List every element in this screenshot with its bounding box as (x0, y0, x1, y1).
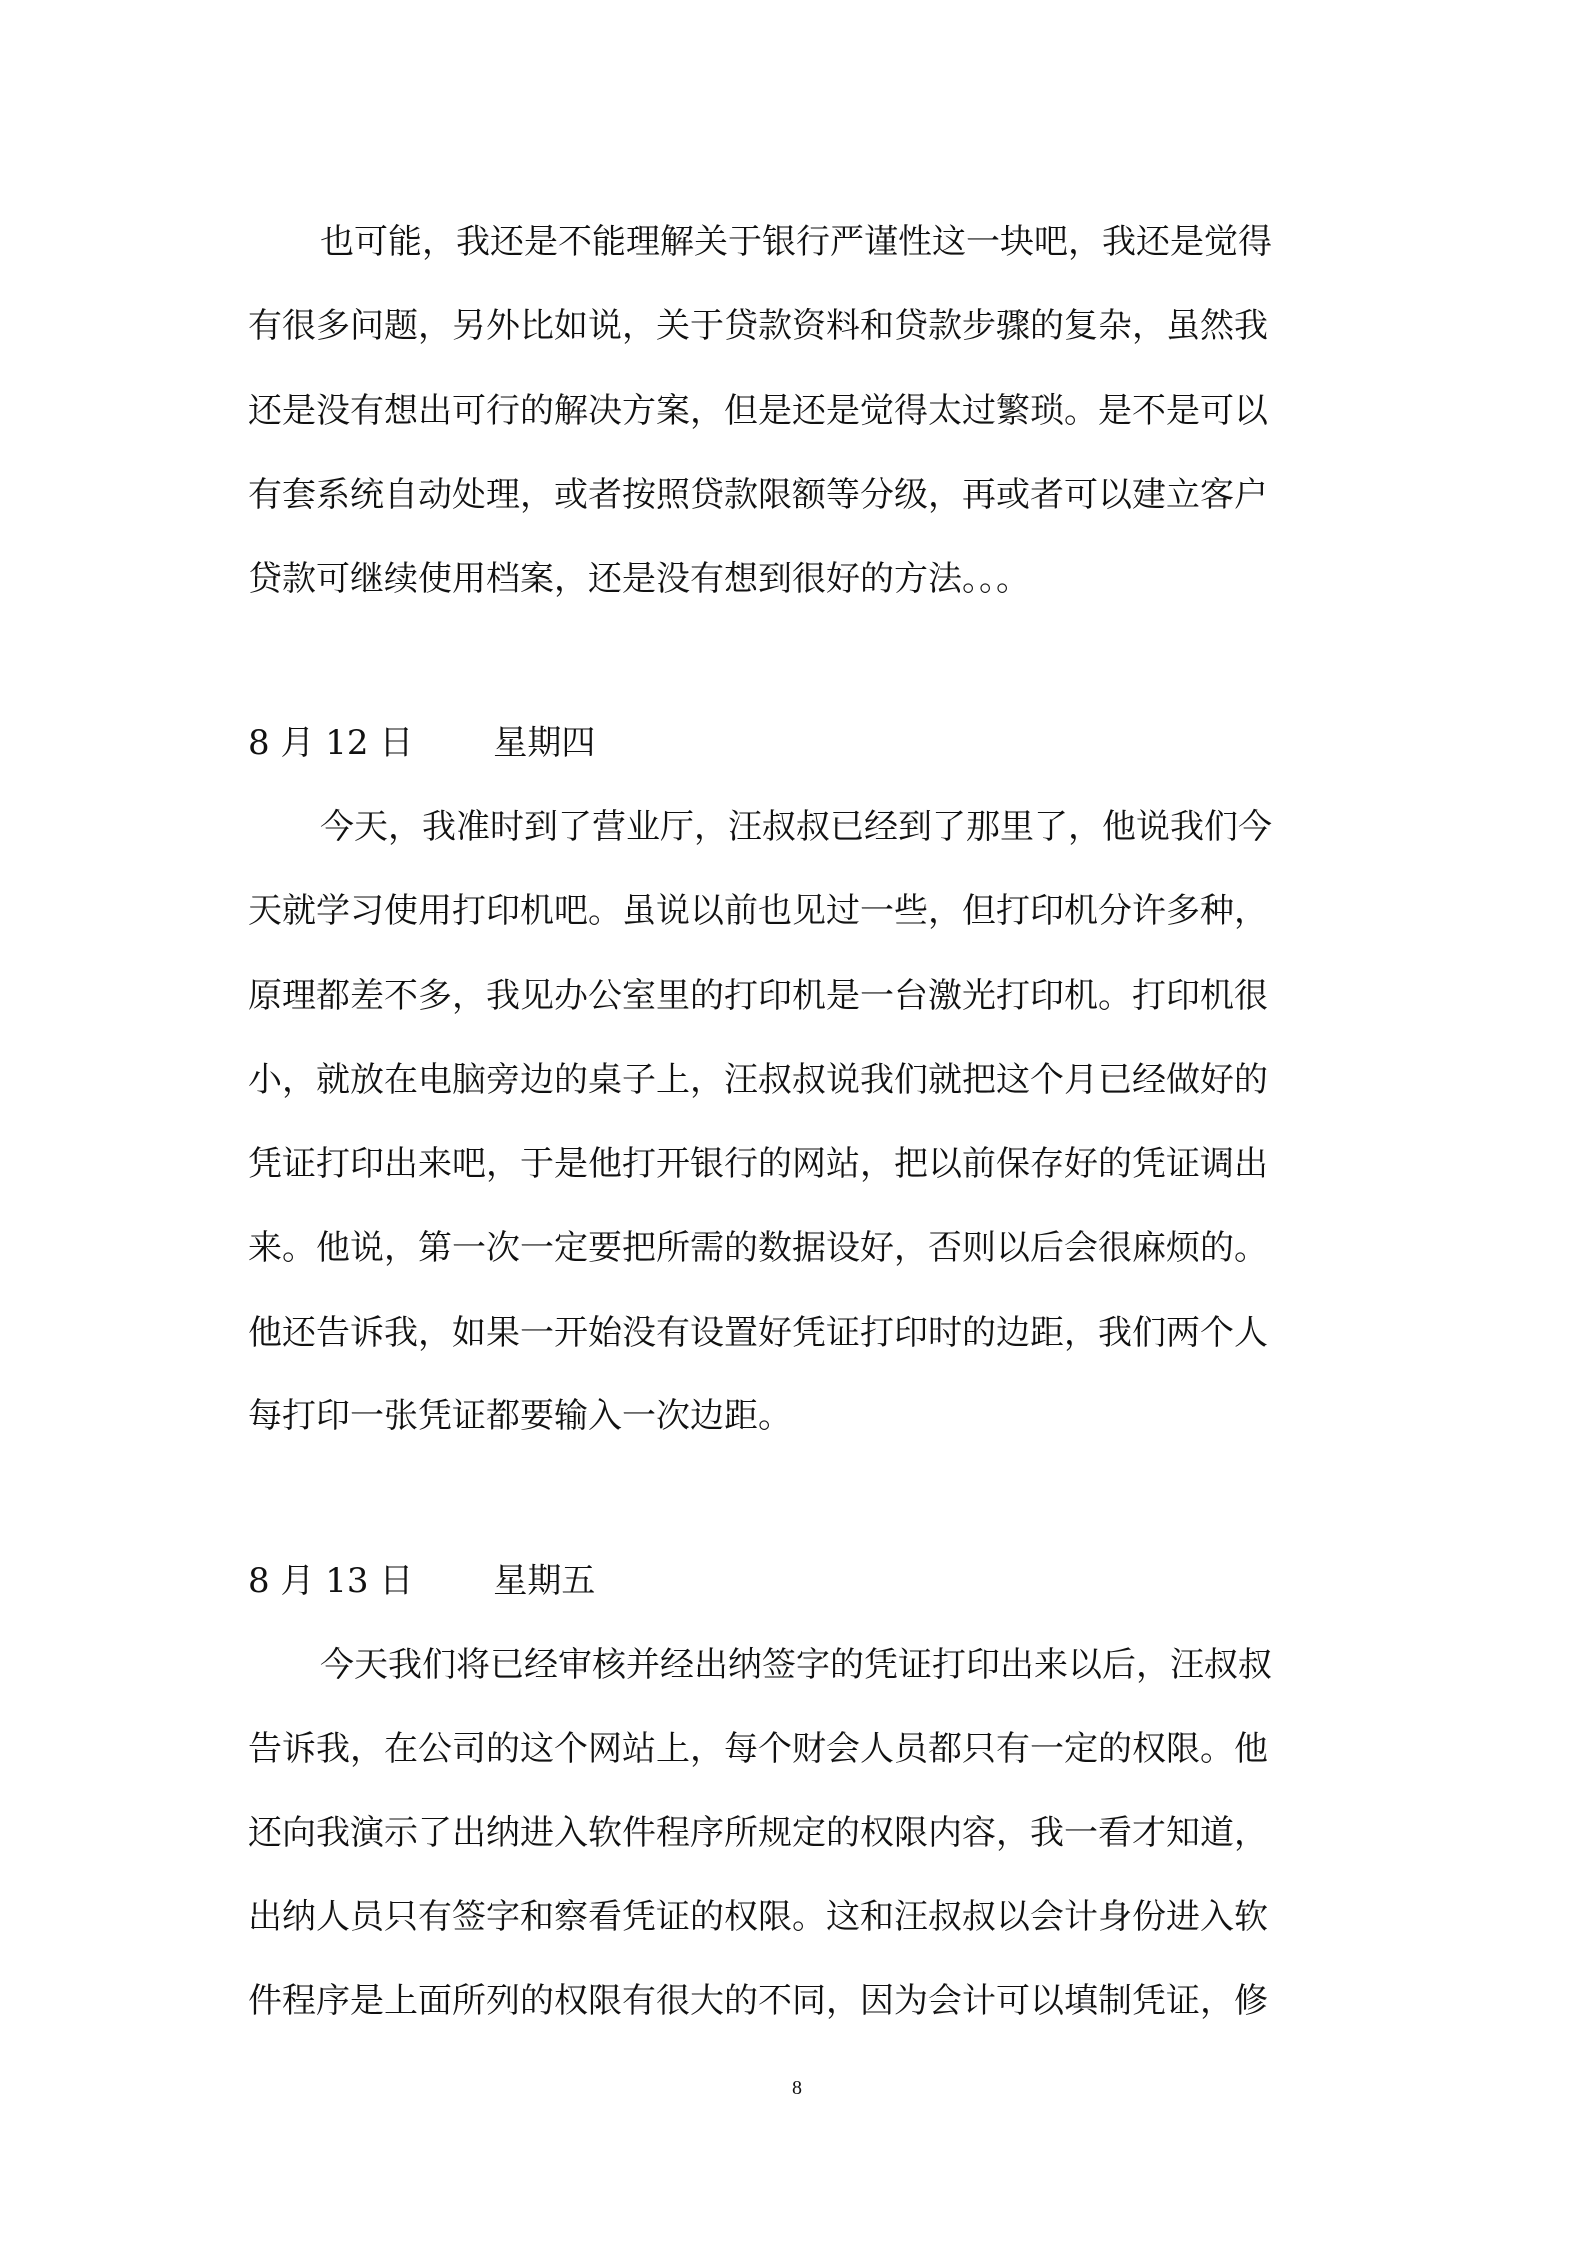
paragraph-line: 原理都差不多，我见办公室里的打印机是一台激光打印机。打印机很 (248, 976, 1268, 1016)
paragraph-line: 每打印一张凭证都要输入一次边距。 (248, 1396, 792, 1436)
paragraph-line: 有套系统自动处理，或者按照贷款限额等分级，再或者可以建立客户 (248, 475, 1268, 515)
entry-date: 8 月 12 日 (248, 723, 414, 763)
paragraph-line: 小，就放在电脑旁边的桌子上，汪叔叔说我们就把这个月已经做好的 (248, 1060, 1268, 1100)
entry-date-heading (248, 1561, 595, 1601)
paragraph-line: 也可能，我还是不能理解关于银行严谨性这一块吧，我还是觉得 (320, 222, 1272, 262)
paragraph-line: 有很多问题，另外比如说，关于贷款资料和贷款步骤的复杂，虽然我 (248, 306, 1268, 346)
paragraph-line: 天就学习使用打印机吧。虽说以前也见过一些，但打印机分许多种， (248, 891, 1268, 931)
paragraph-line: 件程序是上面所列的权限有很大的不同，因为会计可以填制凭证，修 (248, 1981, 1268, 2021)
entry-weekday: 星期五 (493, 1561, 596, 1601)
paragraph-line: 出纳人员只有签字和察看凭证的权限。这和汪叔叔以会计身份进入软 (248, 1897, 1268, 1937)
paragraph-line: 还向我演示了出纳进入软件程序所规定的权限内容，我一看才知道， (248, 1813, 1268, 1853)
paragraph-line: 告诉我，在公司的这个网站上，每个财会人员都只有一定的权限。他 (248, 1729, 1268, 1769)
paragraph-line: 来。他说，第一次一定要把所需的数据设好，否则以后会很麻烦的。 (248, 1228, 1268, 1268)
paragraph-line: 还是没有想出可行的解决方案，但是还是觉得太过繁琐。是不是可以 (248, 391, 1268, 431)
paragraph-line: 贷款可继续使用档案，还是没有想到很好的方法。。。 (248, 559, 1030, 599)
paragraph-line: 今天，我准时到了营业厅，汪叔叔已经到了那里了，他说我们今 (320, 807, 1272, 847)
paragraph-line: 今天我们将已经审核并经出纳签字的凭证打印出来以后，汪叔叔 (320, 1645, 1272, 1685)
entry-date: 8 月 13 日 (248, 1561, 414, 1601)
paragraph-line: 他还告诉我，如果一开始没有设置好凭证打印时的边距，我们两个人 (248, 1313, 1268, 1353)
page-number: 8 (792, 2077, 802, 2099)
paragraph-line: 凭证打印出来吧，于是他打开银行的网站，把以前保存好的凭证调出 (248, 1144, 1268, 1184)
entry-weekday: 星期四 (493, 723, 596, 763)
entry-date-heading (248, 723, 595, 763)
